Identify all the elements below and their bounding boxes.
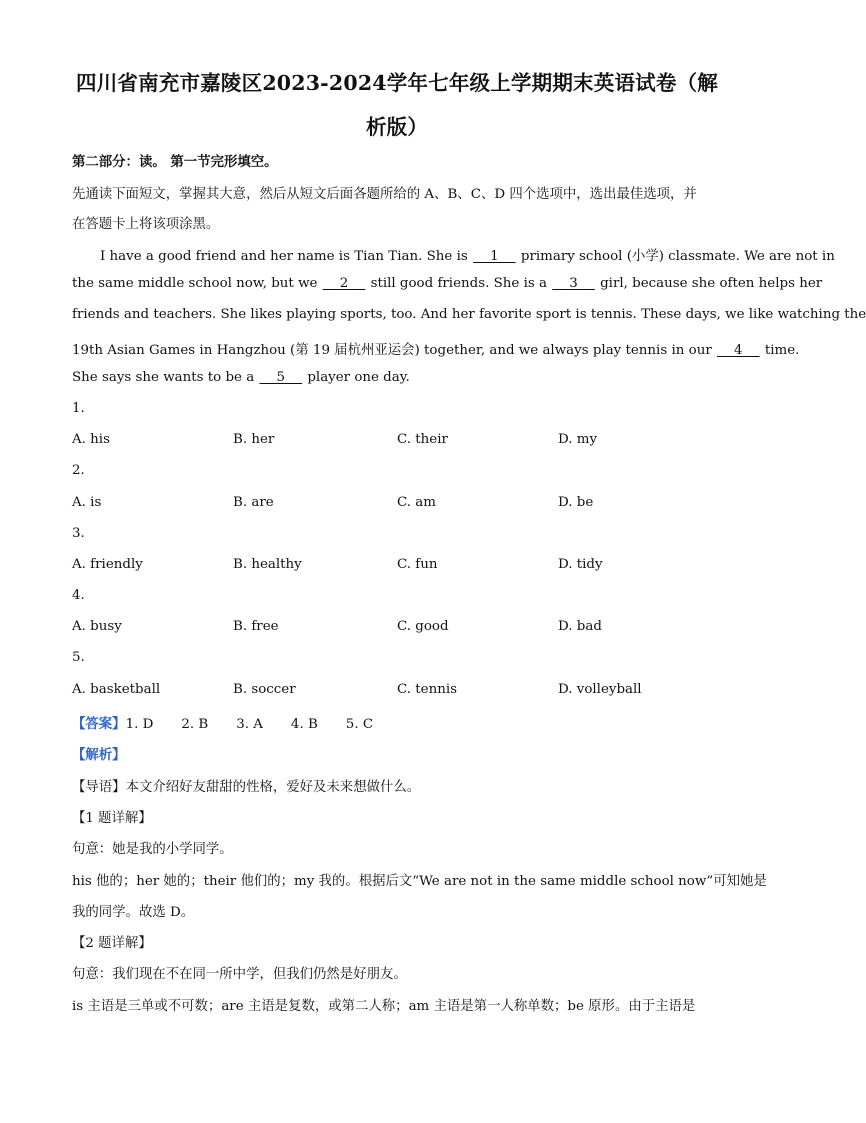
- question-5-option-c[interactable]: C. tennis: [397, 682, 457, 697]
- analysis-label: 【解析】: [72, 747, 126, 763]
- instructions-line-2: 在答题卡上将该项涂黑。: [72, 217, 220, 232]
- title-line-1: 四川省南充市嘉陵区2023-2024学年七年级上学期期末英语试卷（解: [76, 71, 718, 95]
- answer-item-1: 1. D: [125, 717, 154, 732]
- title-line-2: 析版）: [365, 115, 429, 139]
- question-3-option-b[interactable]: B. healthy: [233, 557, 302, 572]
- detail-1-explain-1: his 他的；her 她的；their 他们的；my 我的。根据后文“We are not in the same middle school now”可知她是: [72, 874, 767, 889]
- blank-4: 4: [734, 343, 743, 358]
- passage-text: girl, because she often helps her: [595, 276, 823, 291]
- answer-item-5: 5. C: [345, 717, 374, 732]
- guide-text: 本文介绍好友甜甜的性格，爱好及未来想做什么。: [125, 780, 421, 795]
- question-4-option-c[interactable]: C. good: [397, 619, 449, 634]
- question-4-option-d[interactable]: D. bad: [558, 619, 602, 634]
- detail-2-explain-1: is 主语是三单或不可数；are 主语是复数，或第二人称；am 主语是第一人称单数；be 原形。由于主语是: [72, 999, 696, 1014]
- answer-line: [72, 713, 401, 732]
- passage-text: She says she wants to be a: [72, 370, 259, 385]
- blank-1: 1: [490, 249, 499, 264]
- question-number-3: 3.: [72, 526, 85, 541]
- passage-text: primary school (小学) classmate. We are not in: [516, 249, 835, 264]
- passage-line-3: [72, 307, 866, 322]
- question-4-option-a[interactable]: A. busy: [72, 619, 122, 634]
- passage-text: 19th Asian Games in Hangzhou (第 19 届杭州亚运会) together, and we always play tennis in our: [72, 343, 716, 358]
- question-5-option-a[interactable]: A. basketball: [72, 682, 161, 697]
- question-1-option-c[interactable]: C. their: [397, 432, 448, 447]
- detail-1-explain-2: 我的同学。故选 D。: [72, 905, 195, 920]
- question-5-option-b[interactable]: B. soccer: [233, 682, 296, 697]
- question-2-option-a[interactable]: A. is: [72, 495, 102, 510]
- question-3-option-d[interactable]: D. tidy: [558, 557, 603, 572]
- blank-3: 3: [569, 276, 578, 291]
- question-number-5: 5.: [72, 650, 85, 665]
- passage-line-2: [72, 276, 822, 291]
- guide-line: [72, 776, 420, 795]
- detail-1-meaning: 句意：她是我的小学同学。: [72, 842, 233, 857]
- blank-2: 2: [339, 276, 349, 291]
- question-2-option-d[interactable]: D. be: [558, 495, 594, 510]
- section-heading: 第二部分：读。 第一节完形填空。: [72, 154, 278, 170]
- question-1-option-d[interactable]: D. my: [558, 432, 598, 447]
- passage-text: still good friends. She is a: [366, 276, 552, 291]
- blank-5: 5: [276, 370, 286, 385]
- question-2-option-c[interactable]: C. am: [397, 495, 436, 510]
- answer-item-4: 4. B: [290, 717, 318, 732]
- detail-2-meaning: 句意：我们现在不在同一所中学，但我们仍然是好朋友。: [72, 967, 407, 982]
- passage-line-5: [72, 370, 410, 385]
- question-number-4: 4.: [72, 588, 85, 603]
- question-1-option-a[interactable]: A. his: [72, 432, 110, 447]
- question-4-option-b[interactable]: B. free: [233, 619, 279, 634]
- passage-text: friends and teachers. She likes playing sports, too. And her favorite sport is tennis. These days, we like watching the: [72, 307, 866, 322]
- question-1-option-b[interactable]: B. her: [233, 432, 275, 447]
- question-3-option-c[interactable]: C. fun: [397, 557, 438, 572]
- question-number-1: 1.: [72, 401, 85, 416]
- detail-1-label: 【1 题详解】: [72, 811, 152, 826]
- answer-item-2: 2. B: [181, 717, 209, 732]
- instructions-line-1: 先通读下面短文，掌握其大意，然后从短文后面各题所给的 A、B、C、D 四个选项中，选出最佳选项，并: [72, 187, 697, 202]
- passage-text: time.: [760, 343, 800, 358]
- question-5-option-d[interactable]: D. volleyball: [558, 682, 642, 697]
- question-2-option-b[interactable]: B. are: [233, 495, 274, 510]
- passage-line-1: [100, 245, 835, 264]
- passage-text: player one day.: [303, 370, 410, 385]
- answer-label: 【答案】: [72, 716, 126, 732]
- answer-item-3: 3. A: [236, 717, 263, 732]
- detail-2-label: 【2 题详解】: [72, 936, 152, 951]
- passage-text: the same middle school now, but we: [72, 276, 322, 291]
- passage-line-4: [72, 339, 799, 358]
- question-number-2: 2.: [72, 463, 85, 478]
- passage-text: I have a good friend and her name is Tian Tian. She is: [100, 249, 473, 264]
- guide-label: 【导语】: [72, 780, 126, 795]
- question-3-option-a[interactable]: A. friendly: [72, 557, 143, 572]
